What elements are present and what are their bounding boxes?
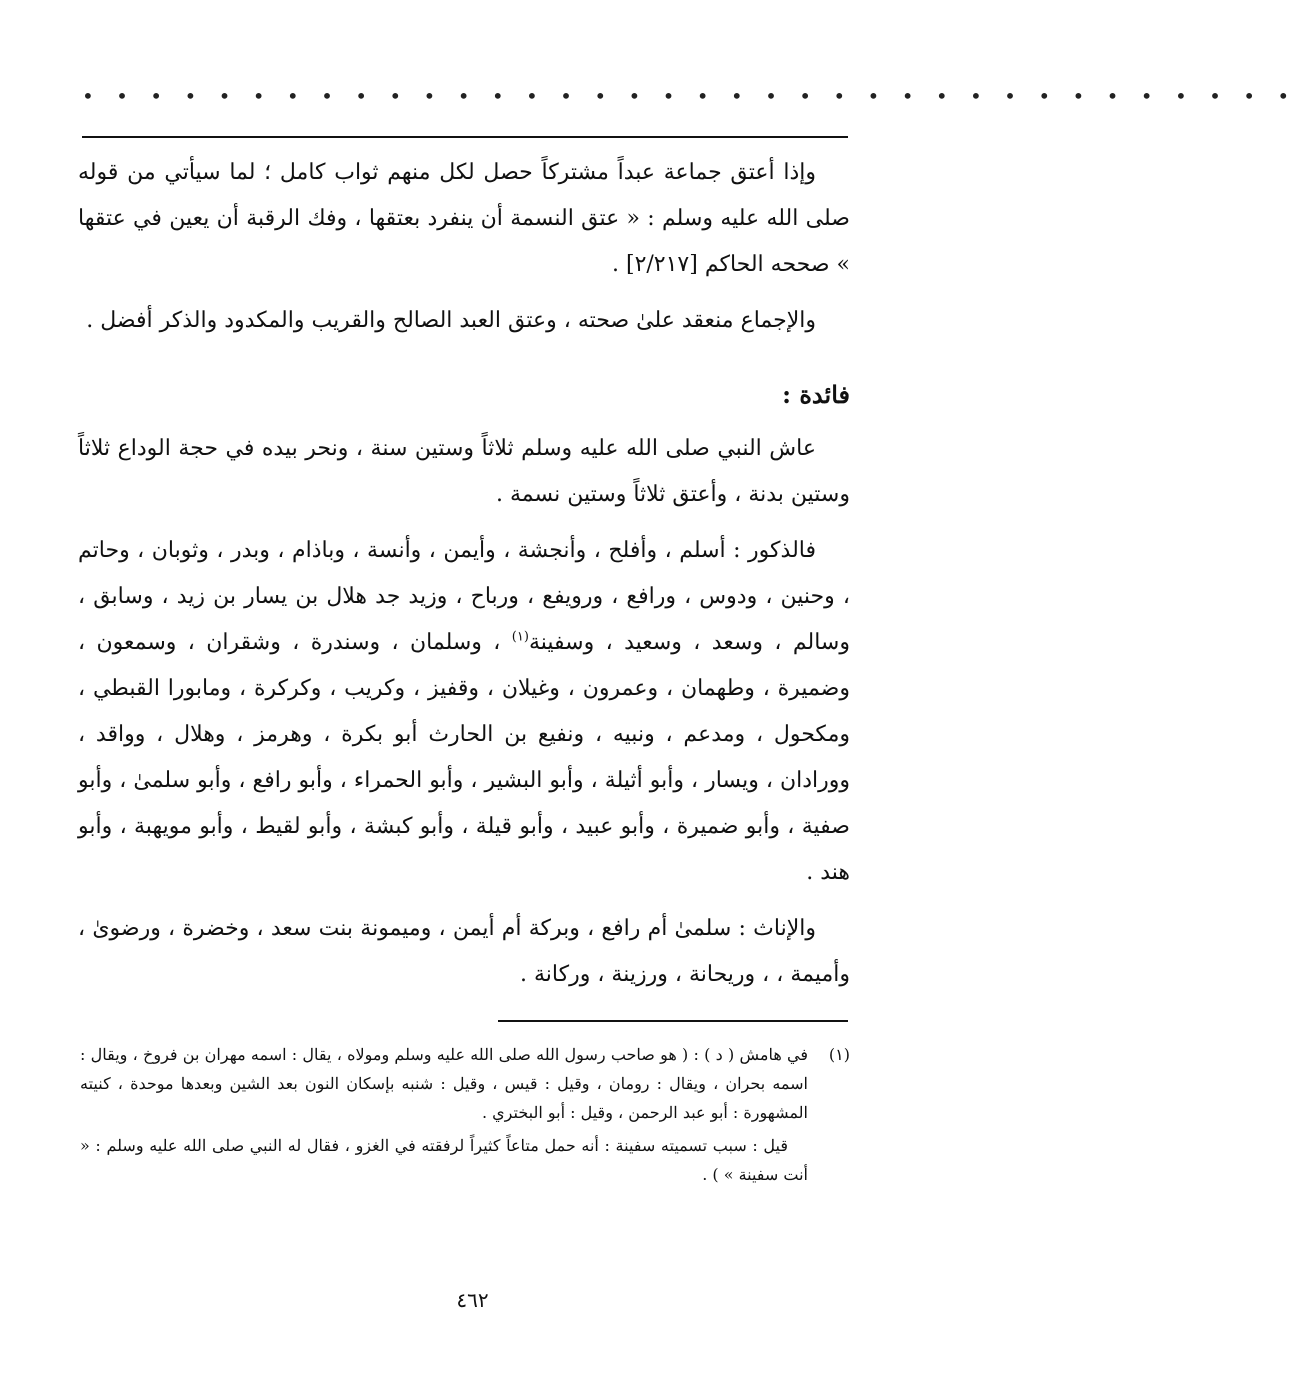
paragraph-consensus: والإجماع منعقد علىٰ صحته ، وعتق العبد الصالح والقريب والمكدود والذكر أفضل . [86,308,816,333]
footnote-1 [80,1040,850,1193]
header-dotted-line: • • • • • • • • • • • • • • • • • • • • • • • • • • • • • • • • • • • • [82,84,1297,108]
header-rule [82,136,848,138]
footnote-text [80,1040,808,1193]
footnote-rule [498,1020,848,1022]
footnote-paragraph-2: قيل : سبب تسميته سفينة : أنه حمل متاعاً كثيراً لرفقته في الغزو ، فقال له النبي صلى الله عليه وسلم : « أنت سفينة » ) . [80,1136,808,1184]
footnote-reference: (١) [511,629,529,645]
paragraph-female-freed-slaves: والإناث : سلمىٰ أم رافع ، وبركة أم أيمن ، وميمونة بنت سعد ، وخضرة ، ورضوىٰ ، وأميمة ، ، وريحانة ، ورزينة ، وركانة . [78,916,850,987]
paragraph-joint-manumission: وإذا أعتق جماعة عبداً مشتركاً حصل لكل منهم ثواب كامل ؛ لما سيأتي من قوله صلى الله عليه وسلم : « عتق النسمة أن ينفرد بعتقها ، وفك الرقبة أن يعين في عتقها » صححه الحاكم [٢/٢١٧] . [78,160,850,277]
main-text [78,150,850,1008]
male-list-part1: فالذكور : أسلم ، وأفلح ، وأنجشة ، وأيمن ، وأنسة ، وباذام ، وبدر ، وثوبان ، وحاتم ، وحنين ، ودوس ، ورافع ، ورويفع ، ورباح ، وزيد جد هلال بن يسار بن زيد ، وسابق ، وسالم ، وسعد ، وسعيد ، وسفينة [78,538,850,655]
male-list-part2: ، وسلمان ، وسندرة ، وشقران ، وسمعون ، وضميرة ، وطهمان ، وعمرون ، وغيلان ، وقفيز ، وكريب ، وكركرة ، ومابورا القبطي ، ومكحول ، ومدعم ، ونبيه ، ونفيع بن الحارث أبو بكرة ، وهرمز ، وهلال ، وواقد ، وورادان ، ويسار ، وأبو أثيلة ، وأبو البشير ، وأبو الحمراء ، وأبو رافع ، وأبو سلمىٰ ، وأبو صفية ، وأبو ضميرة ، وأبو عبيد ، وأبو قيلة ، وأبو كبشة ، وأبو لقيط ، وأبو مويهبة ، وأبو هند . [78,630,850,885]
footnote-paragraph-1: في هامش ( د ) : ( هو صاحب رسول الله صلى الله عليه وسلم ومولاه ، يقال : اسمه مهران بن فروخ ، ويقال : اسمه بحران ، ويقال : رومان ، وقيل : قيس ، وقيل : شنبه بإسكان النون بعد الشين وبعدها موحدة ، كنيته المشهورة : أبو عبد الرحمن ، وقيل : أبو البختري . [80,1045,808,1122]
footnote-number: (١) [828,1045,850,1064]
page-number: ٤٦٢ [456,1288,489,1312]
footnotes [80,1040,850,1193]
paragraph-prophet-age: عاش النبي صلى الله عليه وسلم ثلاثاً وستين سنة ، ونحر بيده في حجة الوداع ثلاثاً وستين بدنة ، وأعتق ثلاثاً وستين نسمة . [78,436,850,507]
section-heading: فائدة : [782,380,850,409]
paragraph-male-freed-slaves [78,528,850,896]
